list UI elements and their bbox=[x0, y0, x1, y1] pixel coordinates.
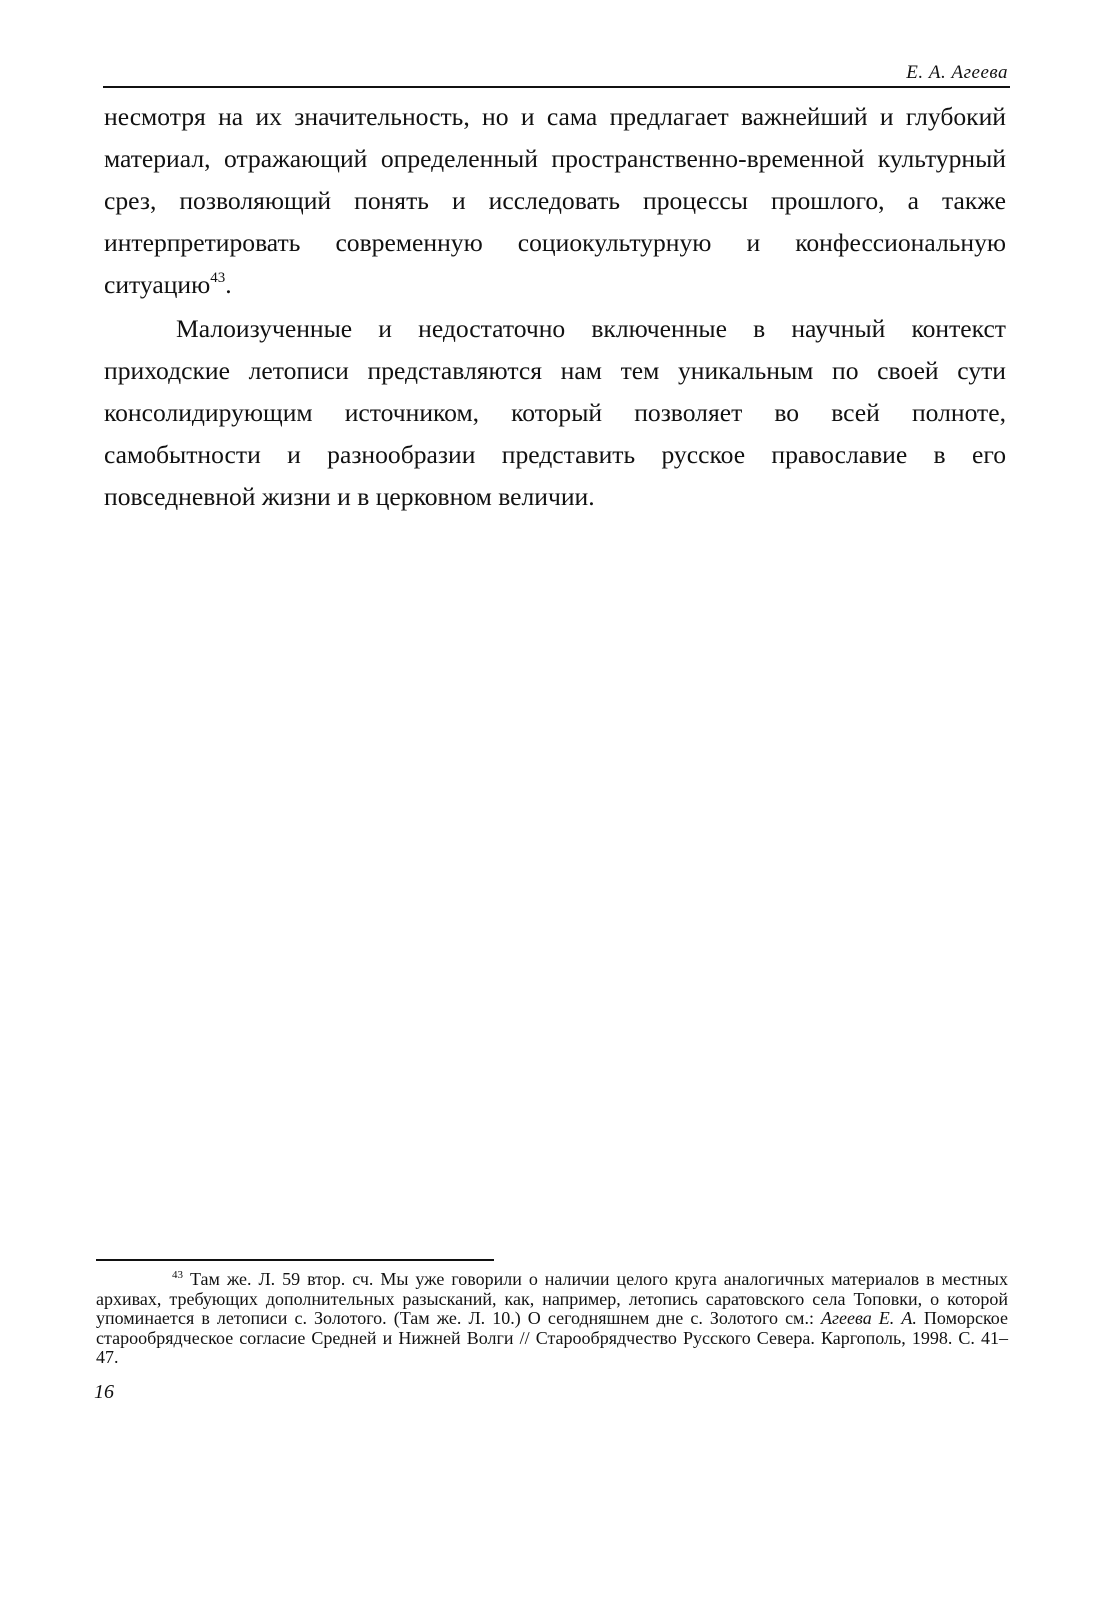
footnote bbox=[96, 1270, 1008, 1368]
paragraph-1-end-punctuation: . bbox=[225, 270, 232, 299]
footnote-text-1: Там же. Л. 59 втор. сч. Мы уже говорили о наличии целого круга аналогичных материалов в местных архивах, требующих дополнительных разысканий, как, например, летопись саратовского села Топовки, о которой упоминается в летописи с. Золотого. (Там же. Л. 10.) О сегодняшнем дне с. Золотого см.: bbox=[96, 1269, 1008, 1328]
paragraph-continuation bbox=[104, 96, 1006, 306]
main-text bbox=[104, 96, 1006, 518]
paragraph-2: Малоизученные и недостаточно включенные в научный контекст приходские летописи представляются нам тем уникальным по своей сути консолидирующим источником, который позволяет во всей полноте, самобытности и разнообразии представить русское православие в его повседневной жизни и в церковном величии. bbox=[104, 314, 1006, 511]
footnote-reference: 43 bbox=[210, 270, 226, 286]
footnote-rule bbox=[96, 1259, 494, 1261]
page-number: 16 bbox=[94, 1381, 114, 1403]
footnote-text-2: Поморское старообрядческое согласие Средней и Нижней Волги // Старообрядчество Русского Севера. Каргополь, 1998. С. 41–47. bbox=[96, 1308, 1009, 1367]
header-rule bbox=[103, 86, 1010, 88]
footnote-author: Агеева Е. А. bbox=[821, 1308, 917, 1328]
paragraph-1-text: несмотря на их значительность, но и сама предлагает важнейший и глубокий материал, отражающий определенный пространственно-временной культурный срез, позволяющий понять и исследовать процессы прошлого, а также интерпретировать современную социокультурную и конфессиональную ситуацию bbox=[104, 102, 1006, 299]
running-head: Е. А. Агеева bbox=[906, 62, 1008, 83]
footnote-43 bbox=[96, 1270, 1008, 1368]
footnote-number: 43 bbox=[172, 1269, 183, 1281]
